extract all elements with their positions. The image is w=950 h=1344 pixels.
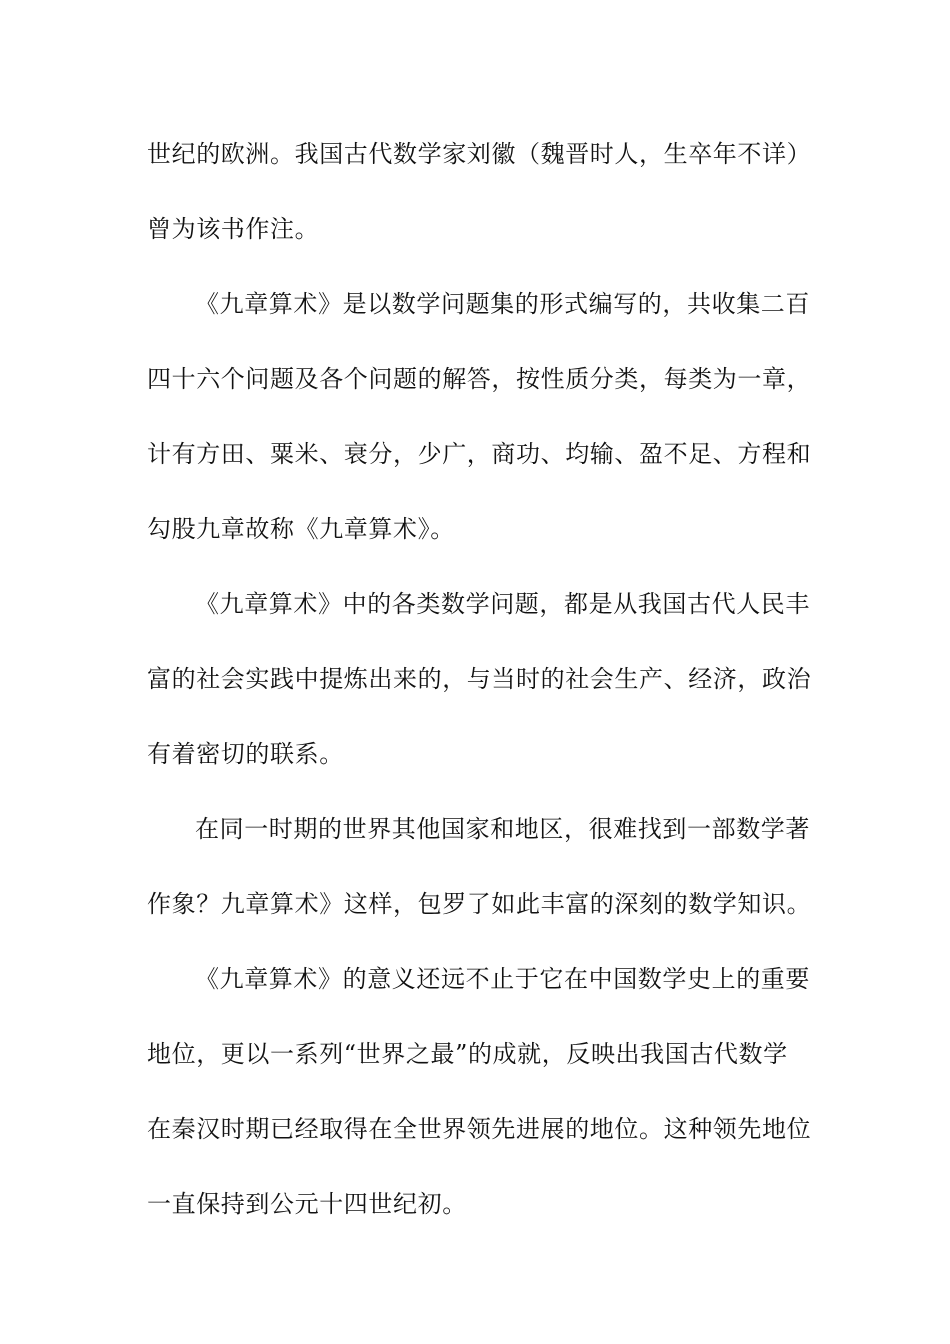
text-line: 在秦汉时期已经取得在全世界领先进展的地位。这种领先地位	[147, 1115, 812, 1143]
text-line: 世纪的欧洲。我国古代数学家刘徽（魏晋时人，生卒年不详）	[147, 140, 812, 168]
text-line: 一直保持到公元十四世纪初。	[147, 1190, 467, 1218]
document-body	[147, 133, 812, 1258]
paragraph-start-line: 在同一时期的世界其他国家和地区，很难找到一部数学著	[195, 815, 810, 843]
text-line: 地位，更以一系列“世界之最”的成就，反映出我国古代数学	[147, 1040, 788, 1068]
paragraph-start-line: 《九章算术》是以数学问题集的形式编写的，共收集二百	[195, 290, 810, 318]
text-line: 计有方田、粟米、衰分，少广，商功、均输、盈不足、方程和	[147, 440, 812, 468]
text-line: 有着密切的联系。	[147, 740, 344, 768]
text-line: 勾股九章故称《九章算术》。	[147, 515, 455, 543]
text-line: 四十六个问题及各个问题的解答，按性质分类，每类为一章，	[147, 365, 812, 393]
text-line: 富的社会实践中提炼出来的，与当时的社会生产、经济，政治	[147, 665, 812, 693]
paragraph-start-line: 《九章算术》中的各类数学问题，都是从我国古代人民丰	[195, 590, 810, 618]
paragraph-start-line: 《九章算术》的意义还远不止于它在中国数学史上的重要	[195, 965, 810, 993]
text-line: 作象？九章算术》这样，包罗了如此丰富的深刻的数学知识。	[147, 890, 812, 918]
text-line: 曾为该书作注。	[147, 215, 320, 243]
